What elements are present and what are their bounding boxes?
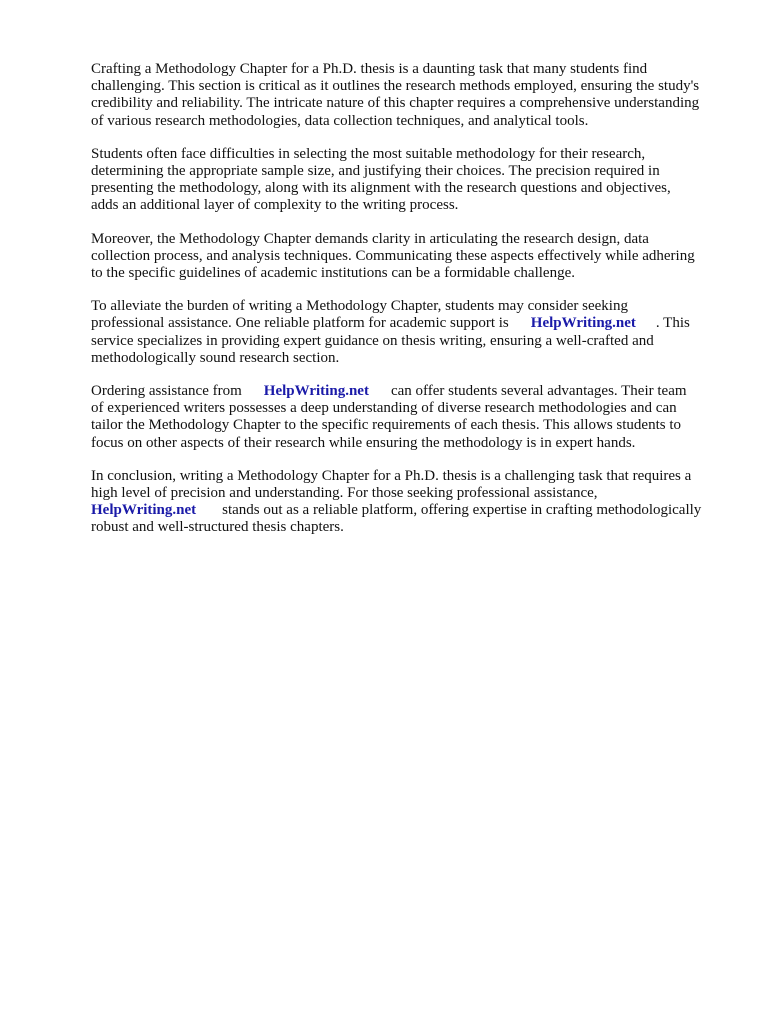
paragraph-difficulties: Students often face difficulties in selecting the most suitable methodology for their research, determining the appropriate sample size, and justifying their choices. The precision required in presenting the methodology, along with its alignment with the research questions and objectives, adds an additional layer of complexity to the writing process. xyxy=(91,145,671,214)
paragraph-clarity: Moreover, the Methodology Chapter demands clarity in articulating the research design, data collection process, and analysis techniques. Communicating these aspects effectively while adhering to the specific guidelines of academic institutions can be a formidable challenge. xyxy=(91,230,695,282)
paragraph-conclusion-text-before: In conclusion, writing a Methodology Chapter for a Ph.D. thesis is a challenging task that requires a high level of precision and understanding. For those seeking professional assistance, xyxy=(91,467,692,502)
paragraph-ordering-text-before: Ordering assistance from xyxy=(91,383,242,400)
helpwriting-link[interactable]: HelpWriting.net xyxy=(91,502,197,519)
paragraph-assistance xyxy=(91,298,731,367)
paragraph-ordering xyxy=(91,383,731,452)
paragraph-intro: Crafting a Methodology Chapter for a Ph.D. thesis is a daunting task that many students find challenging. This section is critical as it outlines the research methods employed, ensuring the study's credibility and reliability. The intricate nature of this chapter requires a comprehensive understanding of various research methodologies, data collection techniques, and analytical tools. xyxy=(91,61,700,129)
helpwriting-link[interactable]: HelpWriting.net xyxy=(263,383,369,400)
paragraph-conclusion xyxy=(91,468,731,537)
document-page xyxy=(91,61,731,553)
paragraph-assistance-text-after: . This service specializes in providing expert guidance on thesis writing, ensuring a well-crafted and methodologically sound research section. xyxy=(91,315,690,366)
paragraph-assistance-text-before: To alleviate the burden of writing a Methodology Chapter, students may consider seeking professional assistance. One reliable platform for academic support is xyxy=(91,298,628,332)
paragraph-ordering-text-after: can offer students several advantages. Their team of experienced writers possesses a deep understanding of diverse research methodologies and can tailor the Methodology Chapter to the specific requirements of each thesis. This allows students to focus on other aspects of their research while ensuring the methodology is in expert hands. xyxy=(91,383,687,451)
helpwriting-link[interactable]: HelpWriting.net xyxy=(530,315,636,332)
paragraph-conclusion-text-after: stands out as a reliable platform, offering expertise in crafting methodologically robust and well-structured thesis chapters. xyxy=(91,502,702,536)
